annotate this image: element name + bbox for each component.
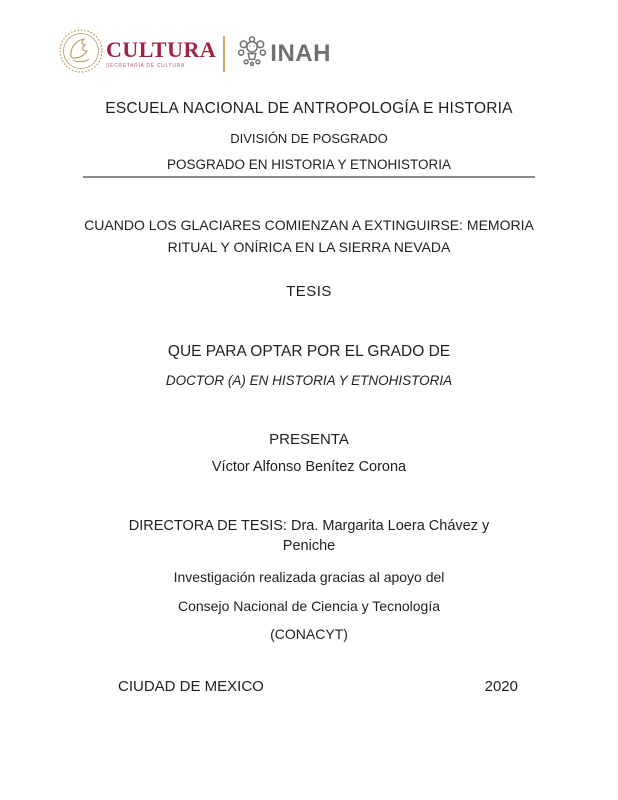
logo-divider: [223, 36, 225, 72]
institution-program: POSGRADO EN HISTORIA Y ETNOHISTORIA: [166, 157, 452, 172]
cultura-wordmark: CULTURA: [106, 36, 217, 62]
footer-year: 2020: [484, 678, 518, 695]
funding-line: (CONACYT): [270, 626, 348, 642]
inah-wordmark: INAH: [270, 39, 331, 67]
cultura-tagline: SECRETARÍA DE CULTURA: [106, 62, 185, 69]
thesis-director-line: DIRECTORA DE TESIS: Dra. Margarita Loera Chávez y: [128, 518, 490, 534]
eagle-seal-icon: [58, 28, 104, 79]
thesis-director: [0, 516, 618, 556]
thesis-type-label: TESIS: [286, 283, 332, 300]
funding-line: Consejo Nacional de Ciencia y Tecnología: [177, 597, 440, 614]
thesis-title-line: CUANDO LOS GLACIARES COMIENZAN A EXTINGUIRSE: MEMORIA: [84, 217, 534, 233]
footer-row: [118, 678, 518, 695]
cultura-logo: [106, 36, 217, 69]
author-name: Víctor Alfonso Benítez Corona: [211, 459, 407, 475]
inah-logo: [237, 35, 331, 72]
funding-statement: [0, 563, 618, 649]
thesis-title: [0, 214, 618, 258]
thesis-title-line: RITUAL Y ONÍRICA EN LA SIERRA NEVADA: [167, 239, 451, 255]
funding-line: Investigación realizada gracias al apoyo del: [173, 569, 445, 585]
header-logos: [58, 28, 331, 79]
institution-name: ESCUELA NACIONAL DE ANTROPOLOGÍA E HISTORIA: [105, 100, 513, 117]
inah-glyph-icon: [237, 35, 267, 72]
presents-label: PRESENTA: [269, 431, 349, 448]
degree-intro: QUE PARA OPTAR POR EL GRADO DE: [167, 343, 451, 360]
program-underline: [83, 176, 535, 178]
thesis-director-line: Peniche: [282, 538, 336, 554]
degree-name: DOCTOR (A) EN HISTORIA Y ETNOHISTORIA: [165, 373, 453, 388]
footer-city: CIUDAD DE MEXICO: [118, 678, 264, 695]
institution-division: DIVISIÓN DE POSGRADO: [230, 131, 388, 146]
